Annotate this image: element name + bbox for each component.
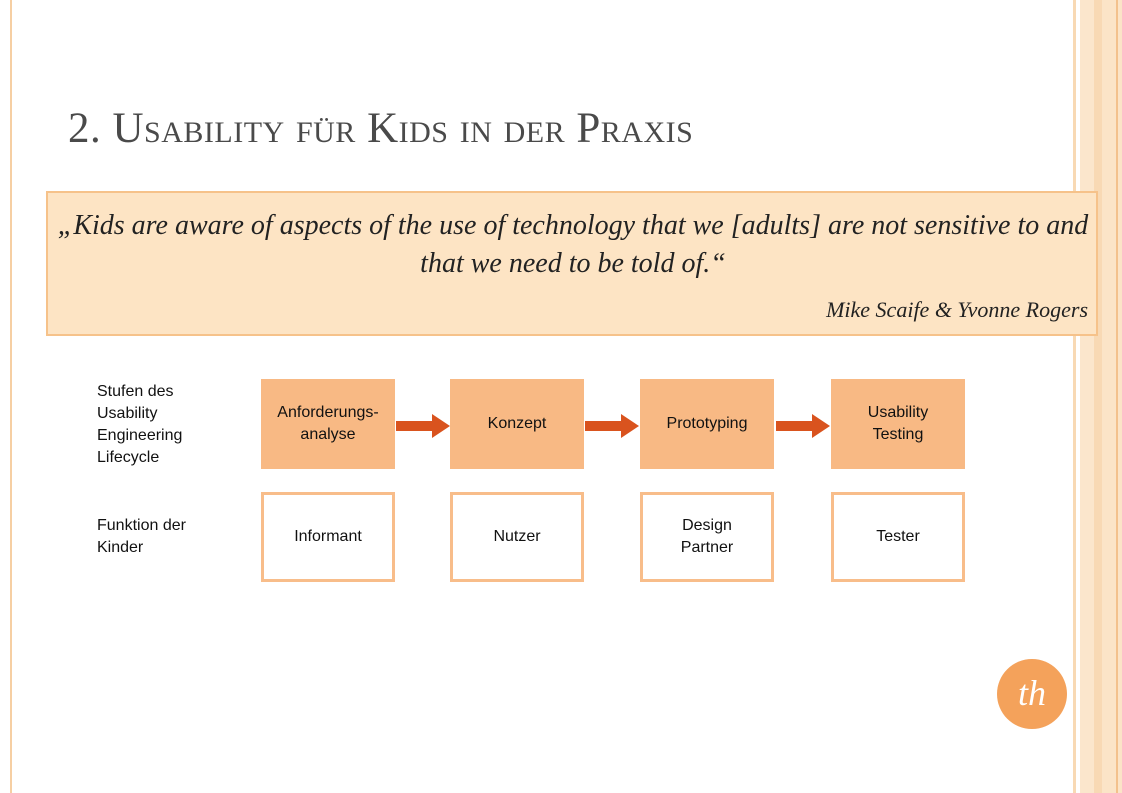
stage-label: Anforderungs-analyse — [277, 404, 379, 443]
th-logo-icon — [996, 658, 1068, 730]
arrow-right-icon — [585, 414, 639, 438]
role-box-tester — [831, 492, 965, 582]
quote-text: „Kids are aware of aspects of the use of technology that we [adults] are not sensitive to and that we need to be told of.“ — [57, 210, 1089, 279]
right-decorative-band — [1102, 0, 1122, 793]
arrow-right-icon — [776, 414, 830, 438]
role-box-nutzer — [450, 492, 584, 582]
left-decorative-line — [10, 0, 12, 793]
children-role-row-label: Funktion der Kinder — [97, 517, 186, 556]
stage-box-anforderungsanalyse — [261, 379, 395, 469]
stage-box-konzept — [450, 379, 584, 469]
role-label: Design Partner — [680, 517, 734, 556]
stage-label: Prototyping — [666, 415, 748, 432]
stage-box-usability-testing — [831, 379, 965, 469]
stage-label: Usability Testing — [867, 404, 929, 443]
role-box-design-partner — [640, 492, 774, 582]
role-label: Nutzer — [493, 528, 541, 545]
role-label: Tester — [876, 528, 920, 545]
right-decorative-band — [1116, 0, 1118, 793]
arrow-right-icon — [396, 414, 450, 438]
quote-box — [46, 191, 1098, 336]
stage-box-prototyping — [640, 379, 774, 469]
lifecycle-row-label: Stufen des Usability Engineering Lifecycle — [97, 383, 183, 466]
role-label: Informant — [294, 528, 362, 545]
slide-title: 2. Usability für Kids in der Praxis — [68, 105, 694, 152]
right-decorative-band — [1080, 0, 1094, 793]
right-decorative-band — [1073, 0, 1076, 793]
quote-author: Mike Scaife & Yvonne Rogers — [826, 297, 1088, 322]
logo-text: th — [1017, 673, 1047, 713]
stage-label: Konzept — [487, 415, 547, 432]
right-decorative-band — [1094, 0, 1102, 793]
role-box-informant — [261, 492, 395, 582]
